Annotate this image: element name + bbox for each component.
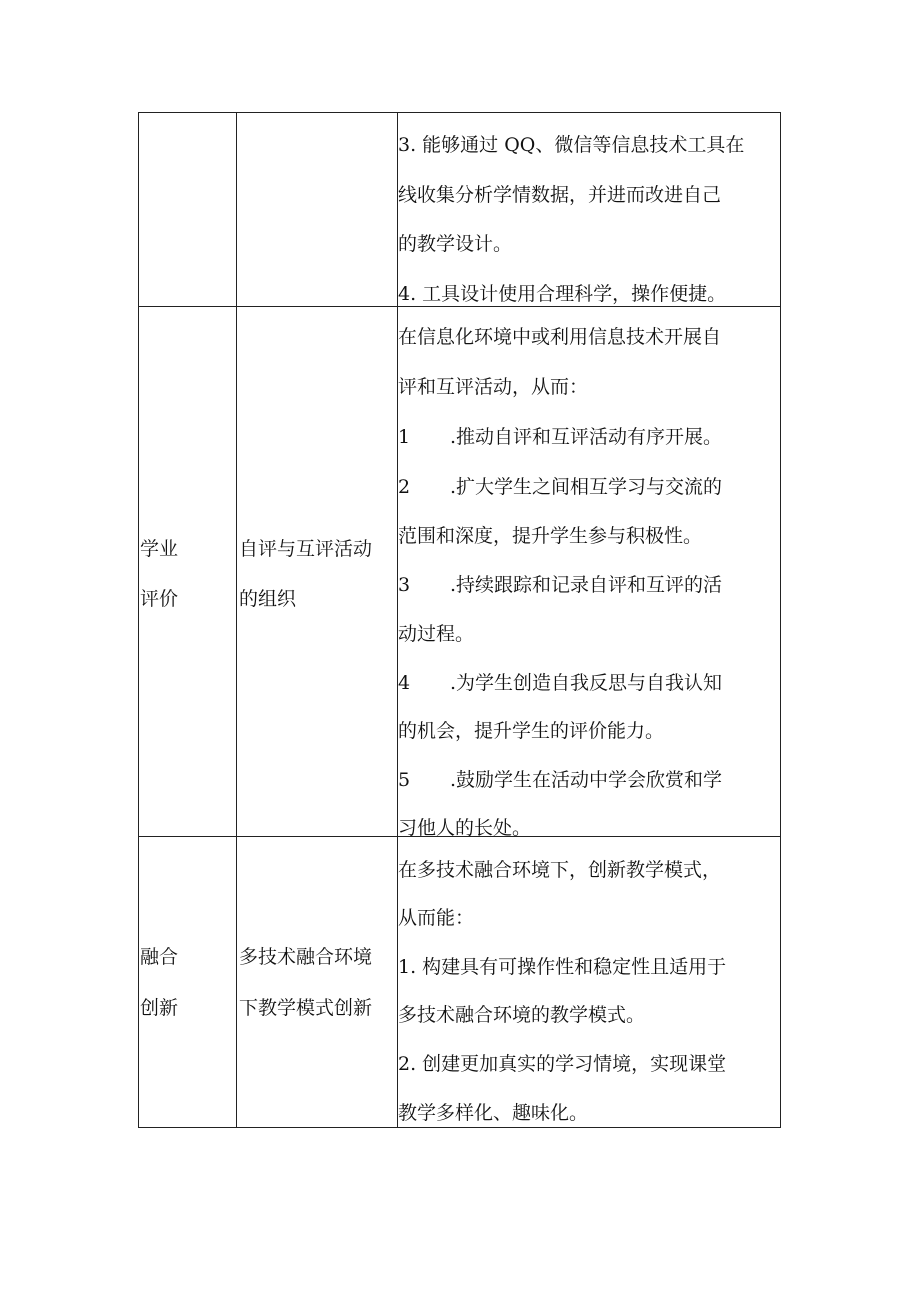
- row3-content-line-5: 2. 创建更加真实的学习情境，实现课堂: [398, 1053, 727, 1075]
- row3-content-line-4: 多技术融合环境的教学模式。: [398, 1004, 646, 1026]
- row2-category-line-2: 评价: [140, 588, 179, 610]
- row1-content-line-2: 线收集分析学情数据，并进而改进自己: [398, 184, 722, 206]
- row2-item-2: [398, 475, 722, 499]
- row1-content-line-1: 3. 能够通过 QQ、微信等信息技术工具在: [398, 134, 745, 156]
- row3-content-line-3: 1. 构建具有可操作性和稳定性且适用于: [398, 956, 727, 978]
- row2-item-3: [398, 573, 722, 597]
- row3-topic-line-2: 下教学模式创新: [239, 997, 373, 1019]
- item-number: 4: [398, 672, 411, 694]
- row1-content-line-4: 4. 工具设计使用合理科学，操作便捷。: [398, 283, 727, 305]
- row-divider-1: [139, 306, 780, 307]
- item-text: .扩大学生之间相互学习与交流的: [450, 476, 723, 498]
- row3-content-line-2: 从而能：: [398, 907, 475, 929]
- row2-intro-line-1: 在信息化环境中或利用信息技术开展自: [398, 326, 722, 348]
- item-number: 3: [398, 574, 411, 596]
- row2-item-5-cont: 习他人的长处。: [398, 817, 532, 839]
- item-text: .鼓励学生在活动中学会欣赏和学: [450, 769, 723, 791]
- item-number: 2: [398, 476, 411, 498]
- row1-content-line-3: 的教学设计。: [398, 233, 513, 255]
- row2-item-3-cont: 动过程。: [398, 623, 475, 645]
- item-text: .持续跟踪和记录自评和互评的活: [450, 574, 723, 596]
- row2-item-1: [398, 425, 722, 449]
- row2-item-2-cont: 范围和深度，提升学生参与积极性。: [398, 525, 703, 547]
- row2-item-4-cont: 的机会，提升学生的评价能力。: [398, 720, 665, 742]
- row3-content-line-6: 教学多样化、趣味化。: [398, 1102, 589, 1124]
- item-text: .推动自评和互评活动有序开展。: [450, 426, 723, 448]
- row3-content-line-1: 在多技术融合环境下，创新教学模式，: [398, 859, 722, 881]
- item-number: 1: [398, 426, 411, 448]
- item-text: .为学生创造自我反思与自我认知: [450, 672, 723, 694]
- column-divider-1: [236, 113, 237, 1127]
- row2-category-line-1: 学业: [140, 538, 179, 560]
- row3-topic-line-1: 多技术融合环境: [239, 946, 373, 968]
- row3-category-line-2: 创新: [140, 997, 179, 1019]
- row2-intro-line-2: 评和互评活动，从而：: [398, 376, 589, 398]
- row2-item-4: [398, 671, 722, 695]
- row2-topic-line-2: 的组织: [239, 588, 297, 610]
- row3-category-line-1: 融合: [140, 946, 179, 968]
- item-number: 5: [398, 769, 411, 791]
- row2-topic-line-1: 自评与互评活动: [239, 538, 373, 560]
- row2-item-5: [398, 768, 722, 792]
